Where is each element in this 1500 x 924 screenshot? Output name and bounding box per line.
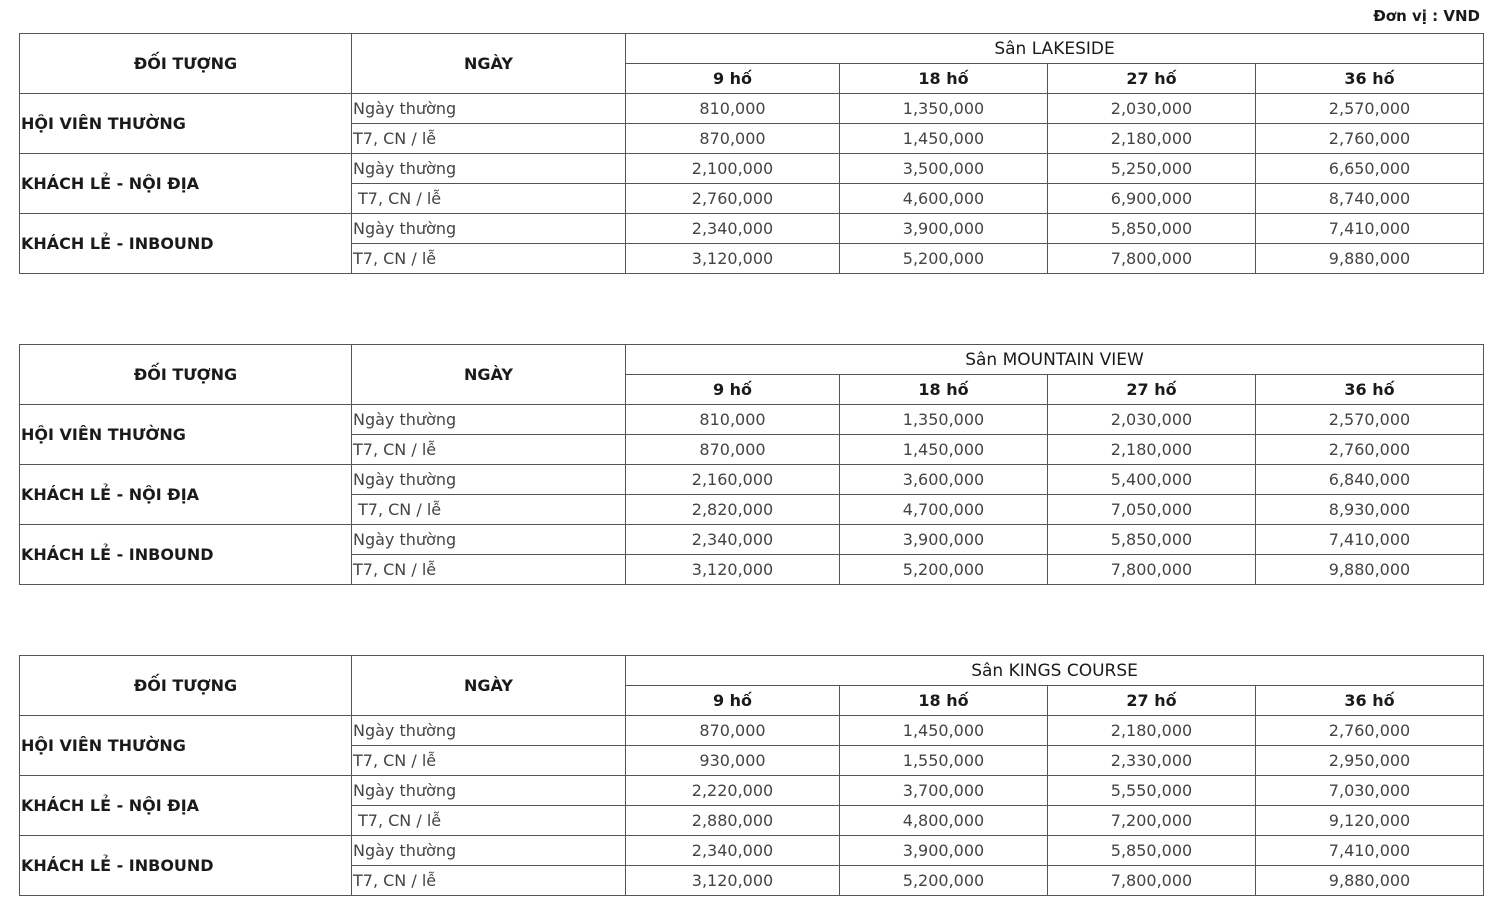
- price-cell: 870,000: [626, 716, 840, 746]
- price-cell: 2,340,000: [626, 525, 840, 555]
- day-type-label: Ngày thường: [352, 154, 626, 184]
- price-cell: 7,200,000: [1048, 806, 1256, 836]
- price-table: [19, 655, 1484, 896]
- price-cell: 2,180,000: [1048, 435, 1256, 465]
- price-cell: 2,340,000: [626, 214, 840, 244]
- price-cell: 8,740,000: [1256, 184, 1484, 214]
- currency-unit-label: Đơn vị : VND: [1373, 7, 1480, 25]
- price-cell: 2,030,000: [1048, 405, 1256, 435]
- table-row: [20, 465, 1484, 495]
- price-cell: 2,880,000: [626, 806, 840, 836]
- day-type-label: T7, CN / lễ: [352, 806, 626, 836]
- price-cell: 2,570,000: [1256, 405, 1484, 435]
- price-cell: 3,120,000: [626, 244, 840, 274]
- day-type-label: T7, CN / lễ: [352, 495, 626, 525]
- price-cell: 810,000: [626, 94, 840, 124]
- price-cell: 3,120,000: [626, 866, 840, 896]
- table-row: [20, 405, 1484, 435]
- customer-group-label: KHÁCH LẺ - INBOUND: [20, 525, 352, 585]
- header-row: [20, 656, 1484, 686]
- price-cell: 2,220,000: [626, 776, 840, 806]
- price-cell: 1,450,000: [840, 124, 1048, 154]
- price-cell: 2,180,000: [1048, 124, 1256, 154]
- price-cell: 5,200,000: [840, 866, 1048, 896]
- price-cell: 6,900,000: [1048, 184, 1256, 214]
- column-header-holes: 9 hố: [626, 375, 840, 405]
- price-cell: 870,000: [626, 435, 840, 465]
- price-cell: 2,030,000: [1048, 94, 1256, 124]
- customer-group-label: KHÁCH LẺ - INBOUND: [20, 214, 352, 274]
- price-cell: 1,550,000: [840, 746, 1048, 776]
- price-cell: 5,200,000: [840, 244, 1048, 274]
- price-cell: 9,880,000: [1256, 866, 1484, 896]
- header-row: [20, 34, 1484, 64]
- price-cell: 6,840,000: [1256, 465, 1484, 495]
- price-cell: 5,250,000: [1048, 154, 1256, 184]
- day-type-label: Ngày thường: [352, 525, 626, 555]
- price-cell: 930,000: [626, 746, 840, 776]
- day-type-label: T7, CN / lễ: [352, 124, 626, 154]
- customer-group-label: KHÁCH LẺ - NỘI ĐỊA: [20, 154, 352, 214]
- price-cell: 2,570,000: [1256, 94, 1484, 124]
- price-cell: 1,350,000: [840, 94, 1048, 124]
- day-type-label: T7, CN / lễ: [352, 435, 626, 465]
- price-cell: 2,760,000: [1256, 716, 1484, 746]
- column-header-holes: 36 hố: [1256, 64, 1484, 94]
- table-row: [20, 525, 1484, 555]
- column-header-day: NGÀY: [352, 34, 626, 94]
- column-header-holes: 36 hố: [1256, 686, 1484, 716]
- price-cell: 5,850,000: [1048, 214, 1256, 244]
- price-cell: 2,760,000: [626, 184, 840, 214]
- customer-group-label: HỘI VIÊN THƯỜNG: [20, 405, 352, 465]
- column-header-holes: 9 hố: [626, 686, 840, 716]
- price-cell: 3,700,000: [840, 776, 1048, 806]
- price-cell: 7,050,000: [1048, 495, 1256, 525]
- course-title: Sân LAKESIDE: [626, 34, 1484, 64]
- table-row: [20, 94, 1484, 124]
- price-cell: 9,120,000: [1256, 806, 1484, 836]
- price-cell: 7,410,000: [1256, 836, 1484, 866]
- day-type-label: Ngày thường: [352, 214, 626, 244]
- price-cell: 3,900,000: [840, 836, 1048, 866]
- column-header-day: NGÀY: [352, 656, 626, 716]
- customer-group-label: KHÁCH LẺ - NỘI ĐỊA: [20, 465, 352, 525]
- price-cell: 6,650,000: [1256, 154, 1484, 184]
- table-row: [20, 214, 1484, 244]
- price-cell: 2,950,000: [1256, 746, 1484, 776]
- price-cell: 5,550,000: [1048, 776, 1256, 806]
- column-header-holes: 18 hố: [840, 375, 1048, 405]
- customer-group-label: HỘI VIÊN THƯỜNG: [20, 716, 352, 776]
- day-type-label: Ngày thường: [352, 94, 626, 124]
- price-cell: 5,850,000: [1048, 525, 1256, 555]
- price-cell: 1,350,000: [840, 405, 1048, 435]
- price-cell: 4,600,000: [840, 184, 1048, 214]
- column-header-holes: 27 hố: [1048, 686, 1256, 716]
- price-cell: 4,700,000: [840, 495, 1048, 525]
- day-type-label: Ngày thường: [352, 776, 626, 806]
- price-cell: 7,800,000: [1048, 866, 1256, 896]
- column-header-holes: 27 hố: [1048, 375, 1256, 405]
- price-cell: 1,450,000: [840, 435, 1048, 465]
- table-row: [20, 836, 1484, 866]
- price-table: [19, 344, 1484, 585]
- column-header-holes: 27 hố: [1048, 64, 1256, 94]
- price-cell: 5,200,000: [840, 555, 1048, 585]
- day-type-label: T7, CN / lễ: [352, 244, 626, 274]
- column-header-holes: 18 hố: [840, 686, 1048, 716]
- price-cell: 4,800,000: [840, 806, 1048, 836]
- price-cell: 2,100,000: [626, 154, 840, 184]
- price-cell: 9,880,000: [1256, 244, 1484, 274]
- day-type-label: Ngày thường: [352, 716, 626, 746]
- column-header-holes: 9 hố: [626, 64, 840, 94]
- day-type-label: Ngày thường: [352, 465, 626, 495]
- price-cell: 3,600,000: [840, 465, 1048, 495]
- table-row: [20, 154, 1484, 184]
- price-cell: 7,030,000: [1256, 776, 1484, 806]
- price-cell: 2,340,000: [626, 836, 840, 866]
- price-cell: 3,900,000: [840, 214, 1048, 244]
- day-type-label: Ngày thường: [352, 405, 626, 435]
- day-type-label: T7, CN / lễ: [352, 746, 626, 776]
- column-header-group: ĐỐI TƯỢNG: [20, 345, 352, 405]
- column-header-group: ĐỐI TƯỢNG: [20, 656, 352, 716]
- price-cell: 7,410,000: [1256, 525, 1484, 555]
- table-row: [20, 716, 1484, 746]
- price-cell: 3,120,000: [626, 555, 840, 585]
- price-cell: 7,800,000: [1048, 244, 1256, 274]
- customer-group-label: KHÁCH LẺ - NỘI ĐỊA: [20, 776, 352, 836]
- table-row: [20, 776, 1484, 806]
- price-cell: 8,930,000: [1256, 495, 1484, 525]
- price-cell: 2,820,000: [626, 495, 840, 525]
- course-title: Sân MOUNTAIN VIEW: [626, 345, 1484, 375]
- header-row: [20, 345, 1484, 375]
- customer-group-label: HỘI VIÊN THƯỜNG: [20, 94, 352, 154]
- day-type-label: T7, CN / lễ: [352, 555, 626, 585]
- day-type-label: Ngày thường: [352, 836, 626, 866]
- price-cell: 7,800,000: [1048, 555, 1256, 585]
- customer-group-label: KHÁCH LẺ - INBOUND: [20, 836, 352, 896]
- column-header-group: ĐỐI TƯỢNG: [20, 34, 352, 94]
- price-cell: 3,500,000: [840, 154, 1048, 184]
- column-header-holes: 36 hố: [1256, 375, 1484, 405]
- price-cell: 7,410,000: [1256, 214, 1484, 244]
- price-cell: 2,330,000: [1048, 746, 1256, 776]
- price-cell: 5,850,000: [1048, 836, 1256, 866]
- day-type-label: T7, CN / lễ: [352, 184, 626, 214]
- column-header-holes: 18 hố: [840, 64, 1048, 94]
- course-title: Sân KINGS COURSE: [626, 656, 1484, 686]
- price-cell: 1,450,000: [840, 716, 1048, 746]
- price-cell: 870,000: [626, 124, 840, 154]
- column-header-day: NGÀY: [352, 345, 626, 405]
- price-cell: 810,000: [626, 405, 840, 435]
- price-cell: 2,760,000: [1256, 435, 1484, 465]
- day-type-label: T7, CN / lễ: [352, 866, 626, 896]
- price-cell: 5,400,000: [1048, 465, 1256, 495]
- price-cell: 3,900,000: [840, 525, 1048, 555]
- price-cell: 9,880,000: [1256, 555, 1484, 585]
- price-table: [19, 33, 1484, 274]
- price-cell: 2,160,000: [626, 465, 840, 495]
- price-cell: 2,180,000: [1048, 716, 1256, 746]
- price-cell: 2,760,000: [1256, 124, 1484, 154]
